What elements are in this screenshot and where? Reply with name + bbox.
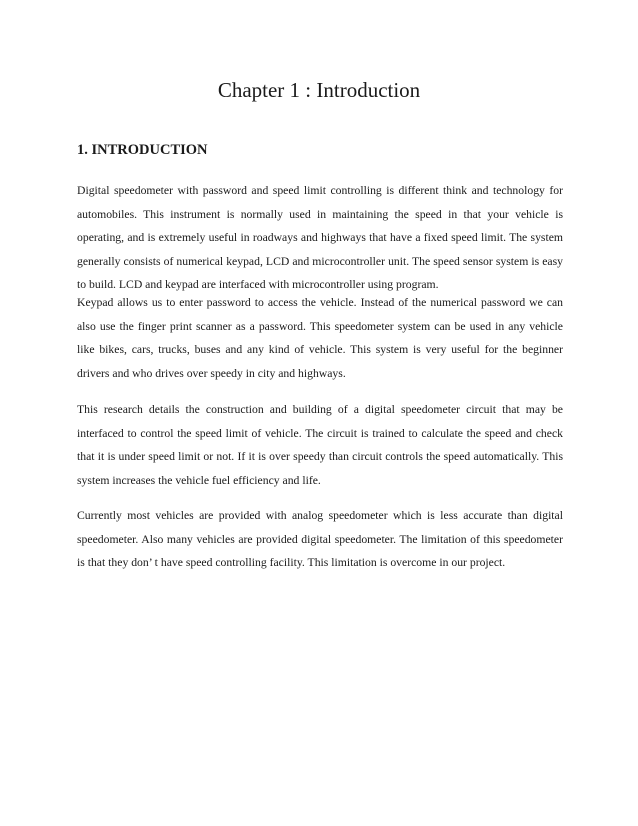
chapter-title: Chapter 1 : Introduction — [217, 78, 421, 102]
section-heading: 1. INTRODUCTION — [77, 142, 208, 158]
paragraph-3: This research details the construction and building of a digital speedometer circuit that may be interfaced to control the speed limit of vehicle. The circuit is trained to calculate the speed and check that it is under speed limit or not. If it is over speedy than circuit controls the speed automatically. This system increases the vehicle fuel efficiency and life. — [77, 403, 563, 487]
paragraph-1: Digital speedometer with password and speed limit controlling is different think and technology for automobiles. This instrument is normally used in maintaining the speed in that your vehicle is operating, and is extremely useful in roadways and highways that have a fixed speed limit. The system generally consists of numerical keypad, LCD and microcontroller unit. The speed sensor system is easy to build. LCD and keypad are interfaced with microcontroller using program. — [77, 184, 563, 291]
paragraph-2: Keypad allows us to enter password to access the vehicle. Instead of the numerical password we can also use the finger print scanner as a password. This speedometer system can be used in any vehicle like bikes, cars, trucks, buses and any kind of vehicle. This system is very useful for the beginner drivers and who drives over speedy in city and highways. — [77, 296, 563, 380]
paragraph-4: Currently most vehicles are provided with analog speedometer which is less accurate than digital speedometer. Also many vehicles are provided digital speedometer. The limitation of this speedometer is that they don’ t have speed controlling facility. This limitation is overcome in our project. — [77, 509, 563, 569]
